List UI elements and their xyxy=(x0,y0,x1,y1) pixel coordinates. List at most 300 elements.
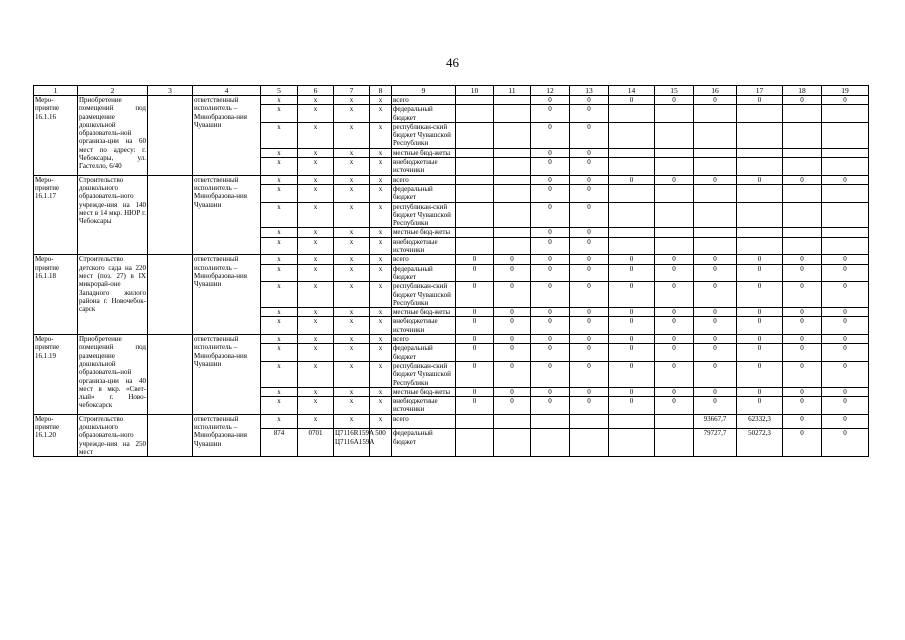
code-cell: x xyxy=(334,158,370,176)
value-cell: 0 xyxy=(822,255,869,264)
value-cell: 0 xyxy=(609,397,655,415)
measure-name-cell: Строительство дошкольного образователь-ного учрежде-ния на 140 мест в 14 мкр. НЮР г. Чебоксары xyxy=(78,175,148,255)
code-cell: x xyxy=(261,96,298,105)
code-cell: x xyxy=(370,158,392,176)
value-cell: 0 xyxy=(570,264,609,282)
code-cell: x xyxy=(261,175,298,184)
value-cell: 0 xyxy=(609,335,655,344)
value-cell: 0 xyxy=(655,397,694,415)
value-cell: 0 xyxy=(570,317,609,335)
value-cell: 0 xyxy=(822,308,869,317)
code-cell: x xyxy=(370,148,392,157)
executor-cell: ответственный исполнитель – Минобразова-ния Чувашии xyxy=(193,335,261,415)
column-header: 5 xyxy=(261,86,298,96)
column-header: 13 xyxy=(570,86,609,96)
value-cell xyxy=(609,202,655,228)
value-cell xyxy=(609,105,655,123)
value-cell: 0 xyxy=(737,397,783,415)
value-cell xyxy=(609,414,655,429)
value-cell: 0 xyxy=(531,158,570,176)
value-cell xyxy=(494,148,531,157)
code-cell: 0701 xyxy=(298,429,334,457)
code-cell: x xyxy=(334,344,370,362)
empty-cell xyxy=(148,414,193,456)
value-cell xyxy=(456,228,494,237)
value-cell: 0 xyxy=(531,397,570,415)
value-cell: 0 xyxy=(570,122,609,148)
value-cell: 0 xyxy=(531,335,570,344)
code-cell: x xyxy=(298,414,334,429)
code-cell: x xyxy=(298,122,334,148)
value-cell: 0 xyxy=(494,317,531,335)
value-cell: 0 xyxy=(737,361,783,387)
value-cell: 0 xyxy=(822,361,869,387)
code-cell: x xyxy=(370,228,392,237)
measure-name-cell: Строительство дошкольного образователь-ного учрежде-ния на 250 мест xyxy=(79,414,146,456)
empty-cell xyxy=(148,255,193,335)
column-header: 10 xyxy=(456,86,494,96)
code-cell: x xyxy=(261,105,298,123)
value-cell: 0 xyxy=(531,175,570,184)
value-cell: 0 xyxy=(570,158,609,176)
code-cell: x xyxy=(298,264,334,282)
code-cell: x xyxy=(298,105,334,123)
empty-cell xyxy=(148,335,193,415)
value-cell: 0 xyxy=(694,344,737,362)
value-cell xyxy=(494,228,531,237)
value-cell: 0 xyxy=(694,397,737,415)
value-cell: 0 xyxy=(570,237,609,255)
value-cell: 0 xyxy=(783,282,822,308)
column-header: 12 xyxy=(531,86,570,96)
code-cell: x xyxy=(298,335,334,344)
value-cell: 0 xyxy=(783,264,822,282)
source-label-cell: всего xyxy=(392,96,456,105)
value-cell xyxy=(456,237,494,255)
executor-cell: ответственный исполнитель – Минобразова-ния Чувашии xyxy=(193,175,261,255)
value-cell: 0 xyxy=(655,96,694,105)
value-cell xyxy=(783,105,822,123)
source-label-cell: республикан-ский бюджет Чувашской Республики xyxy=(392,361,456,387)
column-header: 16 xyxy=(694,86,737,96)
value-cell xyxy=(494,414,531,429)
value-cell: 0 xyxy=(570,202,609,228)
value-cell: 0 xyxy=(494,387,531,396)
source-label-cell: федеральный бюджет xyxy=(392,429,456,457)
value-cell: 0 xyxy=(609,361,655,387)
value-cell: 0 xyxy=(609,282,655,308)
code-cell: x xyxy=(370,387,392,396)
value-cell xyxy=(494,158,531,176)
value-cell: 0 xyxy=(737,317,783,335)
value-cell: 0 xyxy=(655,308,694,317)
column-header: 17 xyxy=(737,86,783,96)
value-cell: 93667,7 xyxy=(694,414,737,429)
value-cell: 0 xyxy=(822,335,869,344)
value-cell: 0 xyxy=(531,228,570,237)
value-cell xyxy=(494,105,531,123)
source-label-cell: местные бюд-жеты xyxy=(392,228,456,237)
value-cell: 0 xyxy=(694,361,737,387)
code-cell: x xyxy=(298,387,334,396)
code-cell: x xyxy=(261,122,298,148)
value-cell xyxy=(531,429,570,457)
code-cell: x xyxy=(261,158,298,176)
value-cell xyxy=(783,228,822,237)
table-row xyxy=(34,255,869,264)
value-cell xyxy=(609,148,655,157)
value-cell: 0 xyxy=(494,264,531,282)
value-cell: 0 xyxy=(494,282,531,308)
table-row xyxy=(34,96,869,105)
code-cell: x xyxy=(261,184,298,202)
code-cell: x xyxy=(261,317,298,335)
executor-cell: ответственный исполнитель – Минобразова-ния Чувашии xyxy=(193,414,261,456)
code-cell: x xyxy=(261,282,298,308)
table-row xyxy=(34,335,869,344)
code-cell: x xyxy=(298,96,334,105)
value-cell: 0 xyxy=(694,96,737,105)
value-cell: 0 xyxy=(783,335,822,344)
value-cell: 0 xyxy=(531,255,570,264)
code-cell: x xyxy=(298,361,334,387)
code-cell: x xyxy=(334,335,370,344)
value-cell xyxy=(737,184,783,202)
source-label-cell: республикан-ский бюджет Чувашской Республики xyxy=(392,282,456,308)
value-cell xyxy=(737,122,783,148)
value-cell xyxy=(783,237,822,255)
value-cell xyxy=(737,228,783,237)
value-cell: 0 xyxy=(737,387,783,396)
value-cell xyxy=(609,158,655,176)
code-cell: x xyxy=(298,282,334,308)
table-row xyxy=(34,414,869,429)
code-cell: x xyxy=(298,255,334,264)
measure-cell: Меро-приятие 16.1.16 xyxy=(34,96,78,176)
code-cell: x xyxy=(334,308,370,317)
value-cell xyxy=(456,122,494,148)
value-cell xyxy=(609,228,655,237)
code-cell: x xyxy=(298,237,334,255)
value-cell: 0 xyxy=(531,344,570,362)
value-cell: 0 xyxy=(737,335,783,344)
value-cell xyxy=(737,237,783,255)
value-cell: 0 xyxy=(822,96,869,105)
value-cell: 0 xyxy=(694,317,737,335)
value-cell: 0 xyxy=(694,264,737,282)
value-cell: 0 xyxy=(456,255,494,264)
column-header: 7 xyxy=(334,86,370,96)
source-label-cell: всего xyxy=(392,255,456,264)
value-cell xyxy=(609,184,655,202)
code-cell: x xyxy=(334,237,370,255)
value-cell: 0 xyxy=(531,122,570,148)
measure-cell: Меро-приятие 16.1.17 xyxy=(34,175,78,255)
value-cell: 0 xyxy=(570,175,609,184)
code-cell: x xyxy=(261,387,298,396)
value-cell: 0 xyxy=(456,387,494,396)
empty-cell xyxy=(148,175,193,255)
value-cell xyxy=(456,414,494,429)
value-cell xyxy=(783,158,822,176)
value-cell: 0 xyxy=(609,96,655,105)
code-cell: x xyxy=(370,96,392,105)
value-cell: 0 xyxy=(655,335,694,344)
value-cell: 0 xyxy=(570,397,609,415)
code-cell: x xyxy=(334,96,370,105)
source-label-cell: внебюджетные источники xyxy=(392,158,456,176)
value-cell: 0 xyxy=(822,175,869,184)
value-cell: 0 xyxy=(456,317,494,335)
measure-name-cell: Приобретение помещений под размещение дошкольной образователь-ной организа-ции на 40 мест в мкр. «Свет-лый» г. Ново-чебоксарск xyxy=(78,335,148,415)
value-cell: 0 xyxy=(737,264,783,282)
value-cell: 0 xyxy=(655,387,694,396)
source-label-cell: всего xyxy=(392,414,456,429)
value-cell xyxy=(456,105,494,123)
value-cell xyxy=(783,122,822,148)
value-cell xyxy=(822,184,869,202)
source-label-cell: федеральный бюджет xyxy=(392,184,456,202)
value-cell xyxy=(456,148,494,157)
value-cell: 0 xyxy=(570,96,609,105)
value-cell: 0 xyxy=(570,361,609,387)
column-header: 6 xyxy=(298,86,334,96)
value-cell xyxy=(822,158,869,176)
source-label-cell: местные бюд-жеты xyxy=(392,148,456,157)
value-cell: 0 xyxy=(822,397,869,415)
value-cell: 0 xyxy=(456,282,494,308)
value-cell: 79727,7 xyxy=(694,429,737,457)
value-cell xyxy=(494,237,531,255)
value-cell: 0 xyxy=(822,282,869,308)
value-cell: 0 xyxy=(609,255,655,264)
value-cell: 0 xyxy=(694,175,737,184)
code-cell: x xyxy=(298,344,334,362)
value-cell xyxy=(822,237,869,255)
value-cell xyxy=(694,148,737,157)
value-cell xyxy=(570,414,609,429)
source-label-cell: республикан-ский бюджет Чувашской Республики xyxy=(392,122,456,148)
value-cell xyxy=(694,228,737,237)
value-cell: 0 xyxy=(694,335,737,344)
value-cell: 0 xyxy=(783,344,822,362)
source-label-cell: всего xyxy=(392,335,456,344)
code-cell: x xyxy=(261,237,298,255)
code-cell: x xyxy=(370,308,392,317)
value-cell: 0 xyxy=(822,414,869,429)
value-cell xyxy=(494,175,531,184)
value-cell: 0 xyxy=(609,317,655,335)
code-cell: x xyxy=(261,308,298,317)
value-cell: 0 xyxy=(570,228,609,237)
code-cell: x xyxy=(334,255,370,264)
code-cell: x xyxy=(334,105,370,123)
value-cell: 0 xyxy=(531,264,570,282)
value-cell: 0 xyxy=(609,387,655,396)
column-header: 18 xyxy=(783,86,822,96)
measure-cell: Меро-приятие 16.1.19 xyxy=(34,335,78,415)
value-cell: 0 xyxy=(531,387,570,396)
value-cell: 0 xyxy=(655,175,694,184)
value-cell xyxy=(655,148,694,157)
value-cell: 0 xyxy=(783,397,822,415)
value-cell xyxy=(694,184,737,202)
measure-name-cell: Приобретение помещений под размещение дошкольной образователь-ной организа-ции на 60 мест по адресу: г. Чебоксары, ул. Гастелло, 6/40 xyxy=(78,96,148,176)
value-cell: 0 xyxy=(737,255,783,264)
value-cell xyxy=(694,202,737,228)
column-header: 2 xyxy=(78,86,148,96)
code-cell: x xyxy=(334,148,370,157)
code-cell: x xyxy=(370,414,392,429)
value-cell: 0 xyxy=(783,361,822,387)
column-header: 3 xyxy=(148,86,193,96)
value-cell: 0 xyxy=(570,282,609,308)
value-cell xyxy=(737,158,783,176)
value-cell xyxy=(494,184,531,202)
value-cell: 0 xyxy=(531,317,570,335)
value-cell xyxy=(783,184,822,202)
value-cell xyxy=(822,228,869,237)
value-cell: 0 xyxy=(655,317,694,335)
source-label-cell: всего xyxy=(392,175,456,184)
value-cell xyxy=(456,158,494,176)
value-cell: 0 xyxy=(737,96,783,105)
value-cell: 0 xyxy=(494,397,531,415)
code-cell: x xyxy=(298,148,334,157)
value-cell xyxy=(655,228,694,237)
value-cell xyxy=(531,414,570,429)
value-cell: 0 xyxy=(609,264,655,282)
code-cell: x xyxy=(370,175,392,184)
value-cell: 0 xyxy=(531,105,570,123)
code-cell: x xyxy=(261,361,298,387)
code-cell: x xyxy=(334,202,370,228)
value-cell: 50272,3 xyxy=(737,429,783,457)
value-cell xyxy=(737,105,783,123)
value-cell xyxy=(494,429,531,457)
code-cell: x xyxy=(261,255,298,264)
column-header: 4 xyxy=(193,86,261,96)
value-cell: 0 xyxy=(570,255,609,264)
value-cell: 62332,3 xyxy=(737,414,783,429)
source-label-cell: внебюджетные источники xyxy=(392,237,456,255)
code-cell: x xyxy=(298,317,334,335)
value-cell xyxy=(822,105,869,123)
value-cell xyxy=(737,148,783,157)
value-cell xyxy=(655,158,694,176)
measure-cell: Меро-приятие 16.1.20 xyxy=(34,414,78,456)
code-cell: x xyxy=(334,387,370,396)
value-cell: 0 xyxy=(783,414,822,429)
value-cell: 0 xyxy=(531,237,570,255)
column-header: 14 xyxy=(609,86,655,96)
value-cell: 0 xyxy=(783,387,822,396)
code-cell: x xyxy=(370,105,392,123)
value-cell: 0 xyxy=(531,202,570,228)
value-cell: 0 xyxy=(609,344,655,362)
value-cell: 0 xyxy=(737,344,783,362)
code-cell: x xyxy=(334,228,370,237)
value-cell: 0 xyxy=(570,105,609,123)
code-cell: x xyxy=(298,184,334,202)
value-cell: 0 xyxy=(822,429,869,457)
value-cell: 0 xyxy=(783,96,822,105)
value-cell: 0 xyxy=(822,387,869,396)
value-cell: 0 xyxy=(655,361,694,387)
value-cell: 0 xyxy=(456,361,494,387)
table-row xyxy=(34,175,869,184)
value-cell: 0 xyxy=(655,344,694,362)
executor-cell: ответственный исполнитель – Минобразова-ния Чувашии xyxy=(193,255,261,335)
value-cell: 0 xyxy=(655,282,694,308)
code-cell: x xyxy=(370,202,392,228)
empty-cell xyxy=(148,96,193,176)
code-cell: x xyxy=(370,184,392,202)
value-cell: 0 xyxy=(456,344,494,362)
value-cell: 0 xyxy=(783,175,822,184)
value-cell xyxy=(783,148,822,157)
column-header: 19 xyxy=(822,86,869,96)
value-cell xyxy=(655,237,694,255)
value-cell: 0 xyxy=(783,429,822,457)
source-label-cell: внебюджетные источники xyxy=(392,397,456,415)
code-cell: x xyxy=(298,308,334,317)
value-cell: 0 xyxy=(494,361,531,387)
value-cell: 0 xyxy=(456,397,494,415)
budget-table xyxy=(33,85,869,457)
code-cell: x xyxy=(334,317,370,335)
value-cell xyxy=(609,237,655,255)
code-cell: x xyxy=(298,175,334,184)
code-cell: x xyxy=(261,264,298,282)
value-cell xyxy=(570,429,609,457)
column-header: 9 xyxy=(392,86,456,96)
value-cell xyxy=(456,184,494,202)
value-cell: 0 xyxy=(570,148,609,157)
code-cell: x xyxy=(370,317,392,335)
value-cell: 0 xyxy=(531,184,570,202)
code-cell: x xyxy=(261,335,298,344)
value-cell: 0 xyxy=(494,308,531,317)
source-label-cell: местные бюд-жеты xyxy=(392,308,456,317)
code-cell: x xyxy=(334,414,370,429)
code-cell: 500 xyxy=(370,429,392,457)
value-cell: 0 xyxy=(531,282,570,308)
code-cell: x xyxy=(370,237,392,255)
value-cell: 0 xyxy=(570,335,609,344)
code-cell: x xyxy=(261,344,298,362)
source-label-cell: федеральный бюджет xyxy=(392,264,456,282)
source-label-cell: федеральный бюджет xyxy=(392,344,456,362)
value-cell: 0 xyxy=(570,308,609,317)
value-cell: 0 xyxy=(783,308,822,317)
header-row xyxy=(34,86,869,96)
value-cell xyxy=(737,202,783,228)
code-cell: 874 xyxy=(261,429,298,457)
code-cell: x xyxy=(261,397,298,415)
code-cell: x xyxy=(261,148,298,157)
value-cell: 0 xyxy=(822,317,869,335)
code-cell: x xyxy=(334,122,370,148)
value-cell xyxy=(655,202,694,228)
value-cell: 0 xyxy=(494,344,531,362)
code-cell: x xyxy=(298,397,334,415)
value-cell: 0 xyxy=(694,387,737,396)
value-cell xyxy=(655,414,694,429)
value-cell: 0 xyxy=(609,308,655,317)
value-cell xyxy=(822,202,869,228)
source-label-cell: федеральный бюджет xyxy=(392,105,456,123)
